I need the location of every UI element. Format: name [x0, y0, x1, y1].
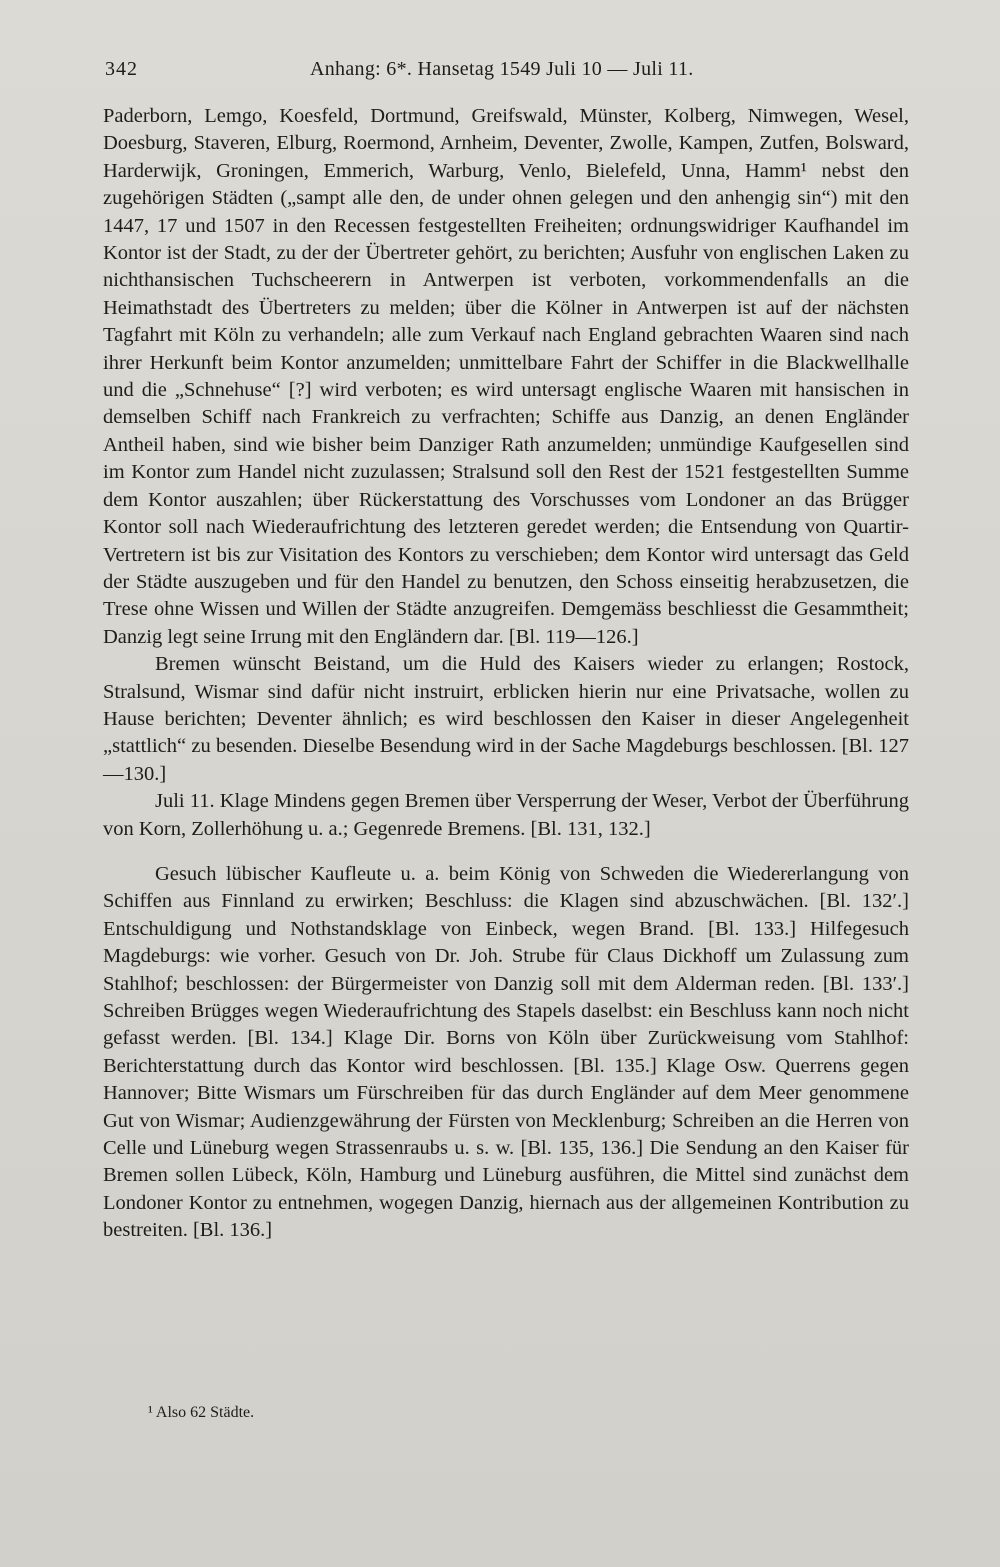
paragraph: Bremen wünscht Beistand, um die Huld des Kaisers wieder zu erlangen; Rostock, Stralsund, Wismar sind dafür nicht instruirt, erblicken hierin nur eine Privatsache, wollen zu Hause berichten; Deventer ähnlich; es wird beschlossen den Kaiser in dieser Angelegenheit „stattlich“ zu besenden. Dieselbe Besendung wird in der Sache Magdeburgs beschlossen. [Bl. 127—130.]	[103, 653, 909, 785]
paragraph: Gesuch lübischer Kaufleute u. a. beim König von Schweden die Wiedererlangung von Schiffen aus Finnland zu erwirken; Beschluss: die Klagen sind abzuschwächen. [Bl. 132′.] Entschuldigung und Nothstandsklage von Einbeck, wegen Brand. [Bl. 133.] Hilfegesuch Magdeburgs: wie vorher. Gesuch von Dr. Joh. Strube für Claus Dickhoff um Zulassung zum Stahlhof; beschlossen: der Bürgermeister von Danzig soll mit dem Alderman reden. [Bl. 133′.] Schreiben Brügges wegen Wiederaufrichtung des Stapels daselbst: ein Beschluss kann noch nicht gefasst werden. [Bl. 134.] Klage Dir. Borns von Köln über Zurückweisung vom Stahlhof: Berichterstattung durch das Kontor wird beschlossen. [Bl. 135.] Klage Osw. Querrens gegen Hannover; Bitte Wismars um Fürschreiben für das durch Engländer auf dem Meer genommene Gut von Wismar; Audienzgewährung der Fürsten von Mecklenburg; Schreiben an die Herren von Celle und Lüneburg wegen Strassenraubs u. s. w. [Bl. 135, 136.] Die Sendung an den Kaiser für Bremen sollen Lübeck, Köln, Hamburg und Lüneburg ausführen, die Mittel sind zunächst dem Londoner Kontor zu entnehmen, wogegen Danzig, hiernach aus der allgemeinen Kontribution zu bestreiten. [Bl. 136.]	[103, 862, 909, 1242]
footnote: ¹ Also 62 Städte.	[148, 1404, 255, 1421]
running-head: Anhang: 6*. Hansetag 1549 Juli 10 — Juli 11.	[310, 58, 694, 80]
paragraph: Juli 11. Klage Mindens gegen Bremen über Versperrung der Weser, Verbot der Überführung von Korn, Zollerhöhung u. a.; Gegenrede Bremens. [Bl. 131, 132.]	[103, 790, 909, 840]
page-header	[105, 58, 905, 88]
body-text	[103, 103, 909, 1245]
paragraph: Paderborn, Lemgo, Koesfeld, Dortmund, Greifswald, Münster, Kolberg, Nimwegen, Wesel, Doesburg, Staveren, Elburg, Roermond, Arnheim, Deventer, Zwolle, Kampen, Zutfen, Bolsward, Harderwijk, Groningen, Emmerich, Warburg, Venlo, Bielefeld, Unna, Hamm¹ nebst den zugehörigen Städten („sampt alle den, de under ohnen gelegen und den anhengig sin“) mit den 1447, 17 und 1507 in den Recessen festgestellten Freiheiten; ordnungswidriger Kaufhandel im Kontor ist der Stadt, zu der der Übertreter gehört, zu berichten; Ausfuhr von englischen Laken zu nichthansischen Tuchscheerern in Antwerpen ist verboten, vorkommendenfalls an die Heimathstadt des Übertreters zu melden; über die Kölner in Antwerpen ist auf der nächsten Tagfahrt mit Köln zu verhandeln; alle zum Verkauf nach England gebrachten Waaren sind nach ihrer Herkunft beim Kontor anzumelden; unmittelbare Fahrt der Schiffer in die Blackwellhalle und die „Schnehuse“ [?] wird verboten; es wird untersagt englische Waaren mit hansischen in demselben Schiff nach Frankreich zu verfrachten; Schiffe aus Danzig, an denen Engländer Antheil haben, sind wie bisher beim Danziger Rath anzumelden; unmündige Kaufgesellen sind im Kontor zum Handel nicht zuzulassen; Stralsund soll den Rest der 1521 festgestellten Summe dem Kontor auszahlen; über Rückerstattung des Vorschusses vom Londoner an das Brügger Kontor soll nach Wiederaufrichtung des letzteren geredet werden; die Entsendung von Quartir-Vertretern ist bis zur Visitation des Kontors zu verschieben; dem Kontor wird untersagt das Geld der Städte auszugeben und für den Handel zu benutzen, den Schoss einseitig herabzusetzen, die Trese ohne Wissen und Willen der Städte anzugreifen. Demgemäss beschliesst die Gesammtheit; Danzig legt seine Irrung mit den Engländern dar. [Bl. 119—126.]	[103, 105, 909, 648]
page-number: 342	[105, 58, 138, 80]
